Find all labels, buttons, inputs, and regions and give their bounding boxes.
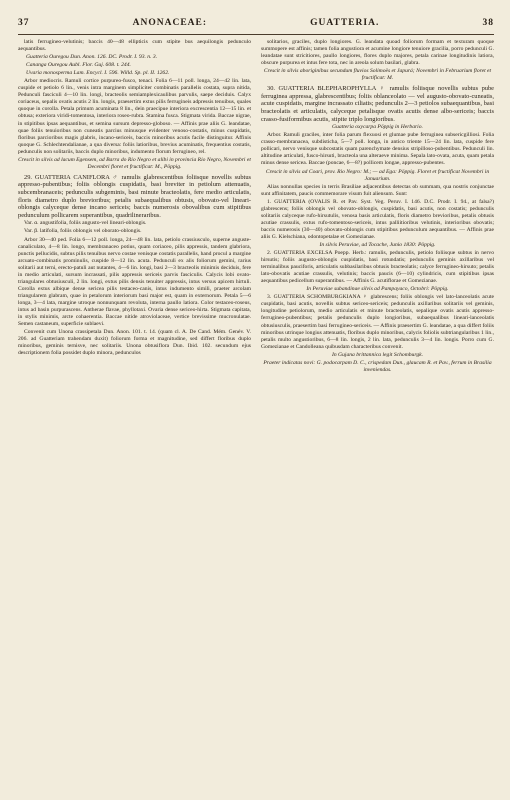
synonym-line: Uvaria monosperma Lam. Encycl. I. 596. Willd. Sp. pl. II. 1262. <box>26 70 170 77</box>
text-columns <box>18 39 494 789</box>
synonym-line: Cananga Ouregou Aubl. Flor. Guj. 608. t. 244. <box>26 62 131 69</box>
paragraph: Var. α. angustifolia, foliis angusto-vel lineari-oblongis. <box>24 220 147 227</box>
locality-note: In silvis Peruviae, ad Tocache, Junio 1830: Pöppig. <box>319 242 436 248</box>
right-column <box>261 39 494 789</box>
species-heading: 29. GUATTERIA CANIFLORA ♂ ramulis glabrescentibus foliisque novellis subtus appresso-pubentibus; foliis oblongis cuspidatis, basi breviter in petiolum attenuatis, subcembranaceis; pedunculis subgeminis, basi minute bracteolatis, fere medio articulatis, floris diametro duplo brevioribus; petalis subaequalibus obtusis, obovato-vel lineari-oblongis calyceque dense incano sericeis; baccis numerosis obovalibus cum stipitibus pedunculum pollicarem superantibus, quadrilineraribus. <box>18 173 251 219</box>
header-rule <box>18 34 494 35</box>
page-number-right: 38 <box>482 18 494 28</box>
paragraph: solitarios, graciles, duplo longiores. G. leandata quoad foliorum formam et texturam quoque summopere est affinis; tamen folia angustiora et acumine longiore tenuiore gracilia, porro pedunculi G. leandatae sunt stricitiores, paullo longiores, flores duplo majores, petala carinae longitudinis latiora, obscure purpurea et intus fere tota, nec in areola solum basilari, glabra. <box>261 39 494 67</box>
locality-note: Crescit in silvis aboriginibus secundum fluvios Solimoës et Japurá; Novembri in Februarium floret et fructificat: M. <box>263 68 492 82</box>
header-title-left: ANONACEAE: <box>132 18 208 28</box>
locality-note: Praeter indicatas novi: G. podocarpam D. C., crispedam Dun., glaucam R. et Pav., ferrum in Brasilia inveniendas. <box>263 359 492 373</box>
paragraph: latis ferrugineo-velutinis; baccis 40—48 ellipticis cum stipite bus aequilongis pedunculo aequantibus. <box>18 39 251 53</box>
locality-note: In Gujana brittannica legit Schomburgk. <box>332 351 423 358</box>
locality-note: In Peruviae subandinae silvis ad Pampayaco, Octobri: Pöppig. <box>306 286 449 293</box>
paragraph: Arbor 30—40 ped. Folia 6—12 poll. longa, 24—48 lin. lata, petiolo crassiusculo, superne anguste-canaliculato, 4—8 lin. longo, membranaceo potius, quam coriaceo, pilis appressis, tandem glabriora, punctis pellucidis, subtus pilis tenuibus nervo costae venisque costatis parallelis, hand procul a margine arcuato-combinatis prominulis, cuspide 8—12 lin. acuta. Pedunculi ex alis foliorum gemini, rarius solitarii aut terni, erecto-patuli aut nutantes, 4—6 lin. longi, basi 2—3 bracteolis minimis deciduis, fere in medio articulati, sursum incrassati, pilis appressis sericeis parvis fasciculis. Calycis lobi ovato-triangulares obtusiusculi, 2 lin. longi, extus pilis densis tenuiter appressis, intus versus apicem hirtuli. Corolla extus albique dense sericea pilis testaceo-canis, intus indumento simili, praeter arcolam triangularem glabram, quae in petalorum interiorum basi major est, quam in externorum. Petala 5—6 longa, 3—4 lata, margine utroque nonnunquam revoluta, interna paullo latiora. Color testaceo-roseus, intus ad basin purpurascens. Antherae flavae, phyllotaxi. Ovaria dense sericeo-hirta. Stigmata capitata, in stylis minimis, arcte cohaerentia. Baccae nitide atroviolaceae, vertice brevissime mucronulatae. Semen castaneum, superficie sublaevi. <box>18 236 251 328</box>
paragraph: Convenit cum Unona crassipetala Dun. Anon. 101. t. 14. (quam cl. A. De Cand. Mém. Genév. V. 206. ad Guatteriam trahendam duxit) foliorum forma et magnitudine, sed differt floribus duplo minoribus, geminis ternisve, nec solitariis. Unona obtusiflora Dun. Ibid. 102. secundum ejus descriptionem folia possidet duplo minora, pedunculos <box>18 329 251 357</box>
header-title-right: GUATTERIA. <box>310 18 380 28</box>
synonym-line: Guatteria Ouregou Dun. Anon. 126. DC. Prodr. I. 93. n. 3. <box>26 54 158 61</box>
running-header <box>18 18 494 32</box>
paragraph: Arbor. Ramuli graciles, inter folia parum flexuosi et glumae pube ferruginea subsericgilliosi. Folia crasso-membranacea, subdisticha, 5—7 poll. longa, in antico triente 15—24 lin. lata, cuspide fere pollicari, nervo venisque subcostatis quam parenchymate densius stripilloso-pubentibus. Pedunculi lin. altitudine articulati, fusco-hirsuti, bracteola una alteraeve minima. Sepala lato-ovata, acuta, quam petala minus dense sericea. Baccae (poncae, 6—8?) pollicem longae, appresso-pubentes. <box>261 132 494 167</box>
page-number-left: 37 <box>18 18 30 28</box>
paragraph: 3. GUATTERIA SCHOMBURGKIANA ♀ glabrescens; foliis oblongis vel lato-lanceolatis acute cuspidatis, basi acutis, novellis subtus sericeo-sericeis; pedunculis axillaribus solitariis vel geminis, longitudine petiolorum, medio articulatis et minute bracteolatis, sepalique ovatis acutis appresso-ferrugineo-pubentibus; petalis pedunculis duplo longioribus, subaequalibus lineari-lanceolatis obtusiusculis, praesertim basi ferrugineo-sericeis. — Affinis praesertim G. leandatae, a qua differt foliis minoribus utrinque longius attenuatis, floribus duplo minoribus, calycis foliolis subtriangularibus 1 lin., petalis multo angustioribus, 6—8 lin. longis, 2 lin. lata, pedunculis 3—4 lin. longis. Porro cum G. Gomezianae et Candolleana quibusdam characteribus convenit. <box>261 294 494 350</box>
paragraph: 2. GUATTERIA EXCELSA Poepp. Herb.: ramulis, pedunculis, petiolo foliisque subtus in nervo hirsutis; foliis augusto-oblongis cuspidatis, basi rotundatis; pedunculis geminis axillaribus vel terminalibus pauciforis, articulatis subbasilaribus obtusis bracteolatis; calyce ferrugineo-hirsuto; petalis lato-obovatis acutiae crassulis, velutinis; baccis paucis (6—10) cylindricis, cum stipitibus ipsas aequantibus pedicellum superantibus. — Affinis G. acutiflorae et Gomezianae. <box>261 250 494 285</box>
locality-note: Guatteria oxycarpa Pöppig in Herbario. <box>332 124 423 131</box>
paragraph: Arbor mediocris. Ramuli cortice purpureo-fusco, tenaci. Folia 6—11 poll. longa, 24—42 lin. lata, cuspide et petiolo 6 lin., venis intra marginem simpliciter combinatis parallelis costata, supra nitida, Pedunculi fasciculi 4—10 lin. longi, bracteolis semiamplexicaulibus parvulis, saepe deciduis. Calyx coriaceus, sepalis ovatis acutis 2 lin. longis, praesertim extus pilis ferrugineis adpressis tenuibus, quales quoque in corolla. Petala primum acuminata 8 lin., dein praecipue interiora excrescentia 12—15 lin. et obtusa; exteriora viridi-tomentosa, interiora roseo-rubra. Stamina fusca. Stigmata virida. Baccae nigrae, in stipitibus ipsas aequantibus, et semina sursum depresso-globoso. — Affinis prae aliis G. leandatae, quae foliis tenuioribus non cuneatis parcius minusque evidenter venoso-costatis, minus cuspidatis, floribus parcioribus magis glabris, incano-sericeis, baccis minoribus acutis facile distinguitur. Affinis quoque G. Schlechtendalianae, a qua diversa: foliis latioribus, brevius acuminatis, frequentius costatis, pedunculis non solitariis, baccis duplo minoribus, indumento florum ferrugineo, rel. <box>18 78 251 155</box>
paragraph: Var. β. latifolia, foliis oblongis vel oborato-oblongis. <box>24 228 142 235</box>
locality-note: Crescit in silvis ad Coari, prov. Rio Negro: M.; — ad Ega: Pöppig. Floret et fructificat Novembri in Januarium. <box>265 168 490 182</box>
left-column <box>18 39 251 789</box>
locality-note: Crescit in silvis ad lacum Egensem, ad Barra do Rio Negro et alibi in provincia Rio Negro, Novembri et Decembri floret et fructificat: M., Pöppig. <box>18 156 251 170</box>
paragraph: Alias nonnullas species in terris Brasiliae adjacentibus detectas ob summam, qua nostris conjunctae sunt affinitatem, paucis commemorare visum fuit aliensum. Sunt: <box>261 183 494 197</box>
paragraph: 1. GUATTERIA (OVALIS R. et Pav. Syst. Veg. Peruv. I. 146. D.C. Prodr. I. 94., at falsa?) glabrescens; foliis oblongis vel obovato-oblongis, cuspidatis, basi acutis, non costatis; pedunculis solitariis calyceque rufo-hirsutulis, venosa basis articulatis, floris diametro brevioribus, petalis obtusis acutiae crassulis, extus rufo-tomentoso-sericeis, intus palliitioribus velutinis, interioribus obovatis; baccis numerosis (30—40) obovato-oblongis cum stipitibus pedunculum aequantibus. — Affinis prae aliis G. Kielschiana, odontopetalae et Gomezianae. <box>261 198 494 240</box>
species-heading: 30. GUATTERIA BLEPHAROPHYLLA ♀ ramulis foliisque novellis subtus pube ferruginea appressa, glabrescentibus; foliis oblanceolato — vel augusto-obovato-cuneatis, acute cuspidatis, margine incrassato ciliatis; pedunculis 2—3 petiolos subaequantibus, basi bracteolatis et articulatis, calyceque petalisque ovatis acutis dense albo-sericeis; baccis crasso-fusiformibus acutis, stipite triplo longioribus. <box>261 85 494 123</box>
